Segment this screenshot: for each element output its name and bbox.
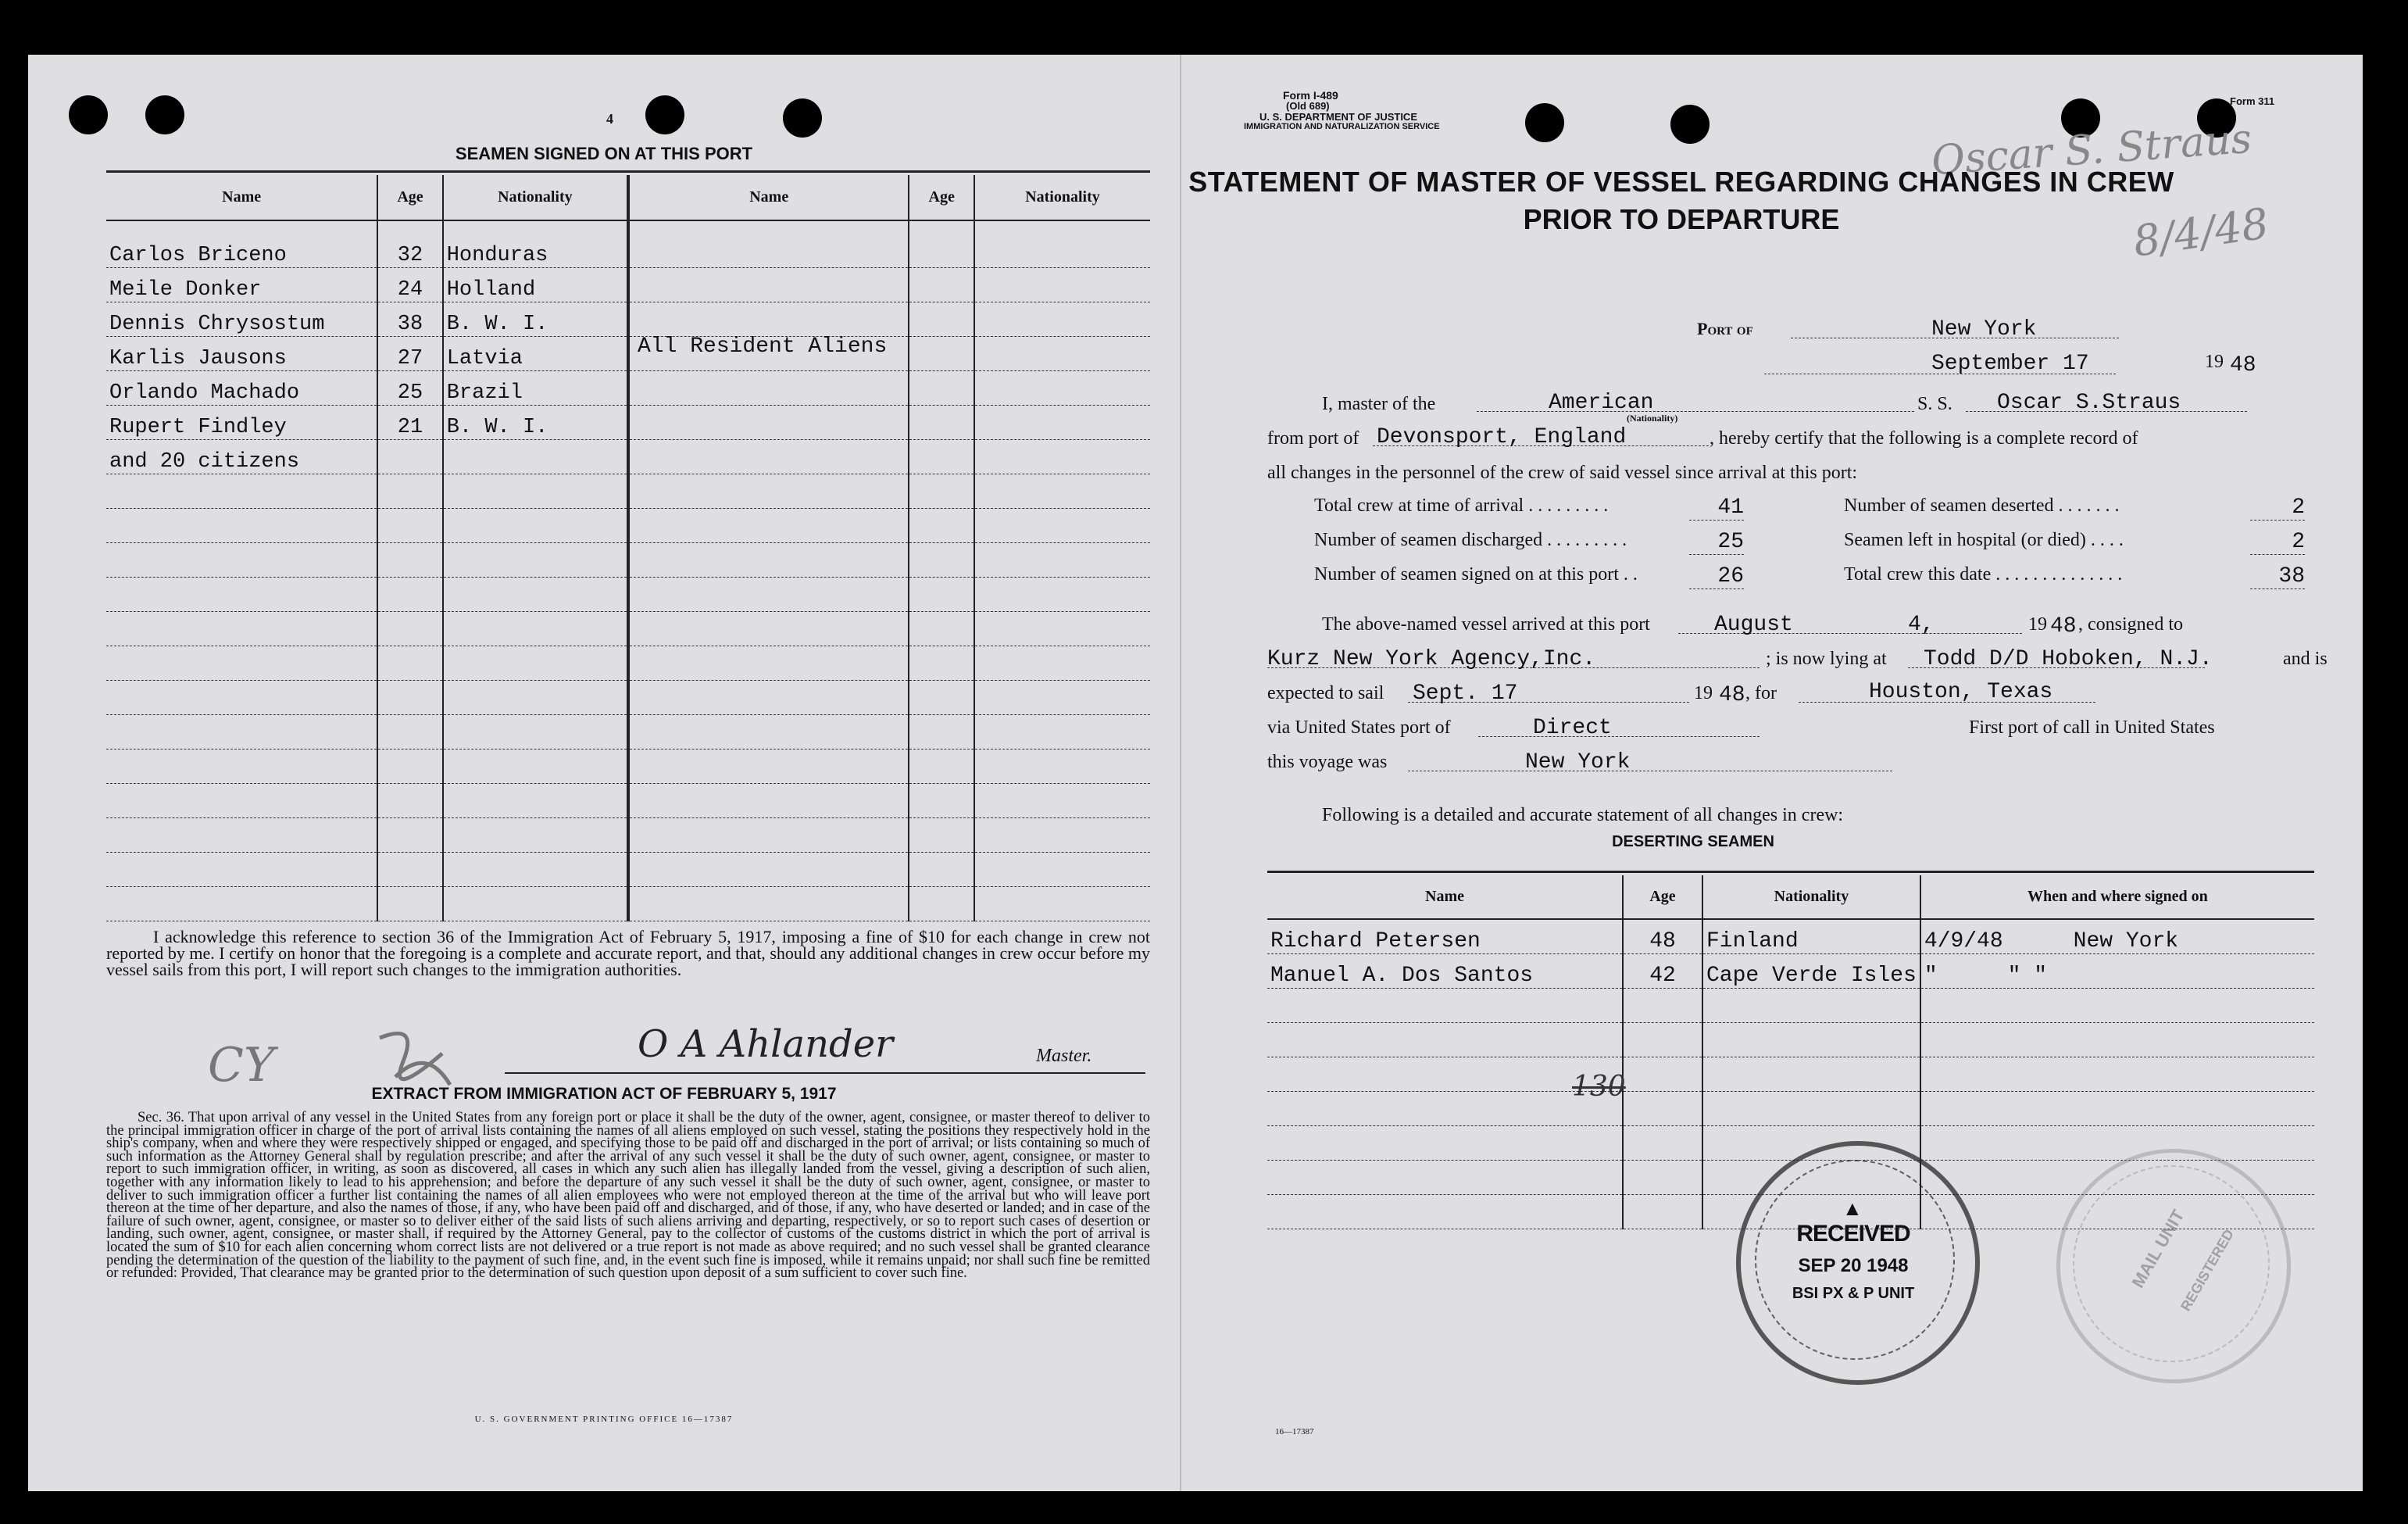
table-row [106, 577, 1150, 611]
received-stamp [1736, 1141, 1980, 1385]
sail-value: Sept. 17 [1413, 682, 1518, 706]
table-row [1267, 954, 2314, 989]
date-year-prefix: 19 [2205, 352, 2224, 372]
row-nationality: Finland [1702, 919, 1920, 954]
table-row [106, 886, 1150, 921]
row-age: 38 [377, 302, 443, 336]
arrived-day: 4, [1908, 613, 1935, 637]
row-name: Dennis Chrysostum [106, 302, 377, 336]
form-id: Form I-489 [1283, 89, 1338, 102]
master-prefix: I, master of the [1322, 394, 1436, 414]
received-stamp-date: SEP 20 1948 [1798, 1255, 1909, 1276]
for-value: Houston, Texas [1869, 680, 2053, 704]
mail-unit-stamp [2056, 1149, 2291, 1383]
count-label: Number of seamen deserted . . . . . . . [1844, 495, 2120, 516]
counts-left [1314, 495, 1744, 599]
punch-hole [645, 95, 684, 134]
col-when-where: When and where signed on [1920, 875, 2314, 919]
master-label: Master. [1036, 1046, 1092, 1066]
punch-hole [1525, 103, 1564, 142]
department: U. S. DEPARTMENT OF JUSTICE [1259, 111, 1417, 123]
arrived-label: The above-named vessel arrived at this port [1322, 614, 1650, 635]
handwritten-ship-name: Oscar S. Straus [1930, 115, 2253, 185]
deserting-title: DESERTING SEAMEN [1612, 833, 1774, 850]
count-label: Seamen left in hospital (or died) . . . . [1844, 530, 2124, 550]
table-row [1267, 1092, 2314, 1126]
punch-hole [1670, 105, 1710, 144]
form-old: (Old 689) [1286, 100, 1330, 112]
port-label: Port of [1697, 319, 1753, 338]
row-nationality: Brazil [443, 370, 628, 405]
table-row [106, 680, 1150, 714]
printer-line: U. S. GOVERNMENT PRINTING OFFICE 16—17387 [474, 1415, 734, 1424]
row-when: " [1924, 964, 1938, 988]
row-age: 27 [377, 336, 443, 370]
form-corner: Form 311 [2230, 95, 2275, 107]
table-row [106, 336, 1150, 370]
sail-year: 48 [1719, 683, 1745, 707]
mail-unit-text: MAIL UNIT [2128, 1206, 2188, 1291]
via-label: via United States port of [1267, 717, 1451, 738]
row-name: Karlis Jausons [106, 336, 377, 370]
count-label: Number of seamen signed on at this port . . [1314, 564, 1638, 585]
row-name: Orlando Machado [106, 370, 377, 405]
mail-unit-registered: REGISTERED [2178, 1226, 2238, 1314]
and-is: and is [2283, 649, 2328, 669]
col-age-2: Age [909, 175, 974, 220]
handwritten-date: 8/4/48 [2130, 199, 2272, 267]
row-name: Carlos Briceno [106, 220, 377, 267]
punch-hole [69, 95, 108, 134]
count-value: 2 [2250, 495, 2305, 521]
col-age: Age [377, 175, 443, 220]
table-row [106, 405, 1150, 439]
lying-label: ; is now lying at [1766, 649, 1887, 669]
handwritten-number: 130 [1572, 1071, 1626, 1103]
count-row [1844, 530, 2313, 564]
nationality-value: American [1549, 391, 1654, 415]
from-port-label: from port of [1267, 428, 1359, 449]
ss-label: S. S. [1917, 394, 1952, 414]
printer-line: 16—17387 [1275, 1427, 1314, 1436]
arrow-up-icon: ▲ [1842, 1197, 1863, 1220]
sail-label: expected to sail [1267, 683, 1384, 703]
extract-body: Sec. 36. That upon arrival of any vessel in the United States from any foreign port or place it shall be the duty of the owner, agent, consignee, or master thereof to deliver to the principal immigration officer in charge of the port of arrival lists containing the names of all aliens employed on such vessel, stating the positions they respectively hold in the ship's company, when and where they were respectively shipped or engaged, and specifying those to be paid off and discharged in the port of arrival; or lists containing so much of such information as the Attorney General shall by regulation prescribe; and after the arrival of any such vessel it shall be the duty of such owner, agent, consignee, or master to report to such immigration officer, in writing, as soon as discovered, all cases in which any such alien has illegally landed from the vessel, giving a description of such alien, together with any information likely to lead to his apprehension; and before the departure of any such vessel it shall be the duty of such owner, agent, consignee, or master to deliver to such immigration officer a further list containing the names of all alien employees who were not employed thereon at the time of the arrival but who will leave port thereon at the time of her departure, and also the names of those, if any, who have been paid off and discharged, and of those, if any, who have deserted or landed; and in case of the failure of such owner, agent, consignee, or master so to deliver either of the said lists of such aliens arriving and departing, respectively, or so to report such cases of desertion or landing, such owner, agent, consignee, or master shall, if required by the Attorney General, pay to the collector of customs of the customs district in which the port of arrival is located the sum of $10 for each alien concerning whom correct lists are not delivered or a true report is not made as above required; and no such vessel shall be granted clearance pending the determination of the question of the liability to the payment of such fine, and, in the event such fine is imposed, while it remains unpaid; nor shall such fine be remitted or refunded: Provided, That clearance may be granted prior to the determination of such question upon deposit of a sum sufficient to cover such fine. [106, 1110, 1150, 1282]
counts-right [1844, 495, 2313, 599]
row-nationality: Cape Verde Isles [1702, 954, 1920, 989]
table-row [106, 646, 1150, 680]
punch-hole [783, 98, 822, 138]
following-text: Following is a detailed and accurate statement of all changes in crew: [1322, 805, 1844, 825]
punch-hole [145, 95, 184, 134]
nationality-caption: (Nationality) [1627, 413, 1678, 424]
port-value: New York [1931, 317, 2037, 342]
count-label: Total crew at time of arrival . . . . . . . . . [1314, 495, 1609, 516]
count-row [1844, 495, 2313, 530]
received-stamp-unit: BSI PX & P UNIT [1792, 1285, 1915, 1302]
table-row [106, 508, 1150, 542]
acknowledgment-text: I acknowledge this reference to section 36 of the Immigration Act of February 5, 1917, imposing a fine of $10 for each change in crew not reported by me. I certify on honor that the foregoing is a complete and accurate report, and that, should any additional changes in crew occur before my vessel sails from this port, I will report such changes to the immigration authorities. [106, 927, 1150, 979]
table-row [106, 817, 1150, 852]
row-name: Meile Donker [106, 267, 377, 302]
received-stamp-title: RECEIVED [1796, 1221, 1910, 1247]
count-row [1314, 495, 1744, 530]
table-row [106, 749, 1150, 783]
arrived-month: August [1714, 613, 1793, 637]
arrived-year: 48 [2050, 614, 2077, 639]
table-row [106, 302, 1150, 336]
col-age: Age [1623, 875, 1702, 919]
row-name: Rupert Findley [106, 405, 377, 439]
table-row [106, 542, 1150, 577]
table-row [106, 439, 1150, 474]
count-label: Total crew this date . . . . . . . . . . . . . . [1844, 564, 2123, 585]
row-name: and 20 citizens [106, 439, 377, 474]
col-nationality: Nationality [1702, 875, 1920, 919]
col-nationality-2: Nationality [974, 175, 1150, 220]
via-value: Direct [1533, 716, 1612, 740]
row-when: 4/9/48 [1924, 929, 2003, 953]
signed-on-table [106, 175, 1150, 921]
count-row [1844, 564, 2313, 599]
table-row [1267, 1057, 2314, 1092]
page-number: 4 [606, 111, 613, 127]
table-row [106, 852, 1150, 886]
right-page: Form I-489 (Old 689) U. S. DEPARTMENT OF JUSTICE IMMIGRATION AND NATURALIZATION SERVICE Form 311 Oscar S. Straus 8/4/48 STATEMENT OF MASTER OF VESSEL REGARDING CHANGES IN CREW PRIOR TO DEPARTURE Port of New York September 17 19 48 I, master of the American (Nationality) S. S. Oscar S.Straus from port of Devonsport, England , hereby certify that the following is a complete record of all changes in the personnel of the crew of said vessel since arrival at this port: Total crew at time of arrival . . . . . . . . . 41 Number of seamen discharged . . . . . . . . . 25 Number of seamen signed on at this port . . 26 Number of seamen deserted . . . . . . . 2 Seamen left in hospital (or died) . . . . 2 Total crew this date . . . . . . . . . . . . . . 38 The above-named vessel arrived at this port August 4, 19 48 , consigned to Kurz New York Agency,Inc. ; is now lying at Todd D/D Hoboken, N.J. and is expected to sail Sept. 17 19 48 , for Houston, Texas via United States port of Direct First port of call in United States this voyage was New York Following is a detailed and accurate statement of all changes in crew: DESERTING SEAMEN Name Age Nationality When and where signed on Richard Petersen 48 Finland 4/9/48 New York Manuel A. Dos Santos 42 Cape Verde Isles " " " 130 RECEIVED SEP 20 1948 BSI PX & P UNIT ▲ MAIL UNIT REGISTERED 16—17387 [1180, 55, 2363, 1491]
certify-text-2: all changes in the personnel of the crew of said vessel since arrival at this port: [1267, 463, 1858, 483]
form-title: STATEMENT OF MASTER OF VESSEL REGARDING CHANGES IN CREW [1188, 166, 2174, 198]
master-signature: O A Ahlander [638, 1022, 894, 1066]
count-row [1314, 564, 1744, 599]
table-row [1267, 919, 2314, 954]
row-age: 32 [377, 220, 443, 267]
table-row [1267, 989, 2314, 1023]
col-nationality: Nationality [443, 175, 628, 220]
table-row [106, 220, 1150, 267]
count-value: 25 [1689, 530, 1744, 555]
voyage-label: this voyage was [1267, 752, 1388, 772]
service: IMMIGRATION AND NATURALIZATION SERVICE [1244, 122, 1440, 131]
row-age: 48 [1623, 919, 1702, 954]
table-row [106, 611, 1150, 646]
col-name: Name [1267, 875, 1623, 919]
extract-title: EXTRACT FROM IMMIGRATION ACT OF FEBRUARY 5, 1917 [371, 1085, 837, 1103]
form-subtitle: PRIOR TO DEPARTURE [1523, 203, 1840, 235]
table-row [106, 267, 1150, 302]
table-row [1267, 1023, 2314, 1057]
first-port-label: First port of call in United States [1969, 717, 2215, 738]
row-name: Richard Petersen [1267, 919, 1623, 954]
row-nationality: B. W. I. [443, 405, 628, 439]
resident-aliens-note: All Resident Aliens [638, 334, 888, 359]
consignee-value: Kurz New York Agency,Inc. [1267, 647, 1596, 671]
table-row [106, 714, 1150, 749]
count-value: 2 [2250, 530, 2305, 555]
row-where: " " [2007, 964, 2048, 988]
count-label: Number of seamen discharged . . . . . . . . . [1314, 530, 1627, 550]
voyage-value: New York [1525, 750, 1631, 775]
row-nationality: Holland [443, 267, 628, 302]
from-port-value: Devonsport, England [1377, 425, 1627, 449]
row-age: 42 [1623, 954, 1702, 989]
count-value: 41 [1689, 495, 1744, 521]
row-where: New York [2073, 929, 2179, 953]
date-year: 48 [2230, 353, 2256, 377]
count-row [1314, 530, 1744, 564]
row-nationality: Honduras [443, 220, 628, 267]
row-age: 24 [377, 267, 443, 302]
ship-value: Oscar S.Straus [1997, 391, 2181, 415]
table-row [106, 474, 1150, 508]
table-header-row [106, 175, 1150, 220]
row-name: Manuel A. Dos Santos [1267, 954, 1623, 989]
table-row [106, 783, 1150, 817]
initials: CY [44, 1030, 380, 1093]
table-top-rule [106, 170, 1150, 173]
certify-text: , hereby certify that the following is a complete record of [1710, 428, 2138, 449]
date-value: September 17 [1931, 352, 2089, 376]
row-nationality: Latvia [443, 336, 628, 370]
section-title: SEAMEN SIGNED ON AT THIS PORT [455, 144, 753, 163]
signature-line [505, 1072, 1145, 1074]
lying-value: Todd D/D Hoboken, N.J. [1924, 647, 2213, 671]
consigned-label: , consigned to [2078, 614, 2183, 635]
count-value: 38 [2250, 564, 2305, 589]
row-nationality [443, 439, 628, 474]
col-name: Name [106, 175, 377, 220]
row-age: 21 [377, 405, 443, 439]
initials-scribble [372, 1022, 466, 1093]
count-value: 26 [1689, 564, 1744, 589]
row-age [377, 439, 443, 474]
row-nationality: B. W. I. [443, 302, 628, 336]
col-name-2: Name [628, 175, 909, 220]
row-age: 25 [377, 370, 443, 405]
for-label: , for [1745, 683, 1777, 703]
table-row [106, 370, 1150, 405]
left-page [28, 55, 1180, 1491]
